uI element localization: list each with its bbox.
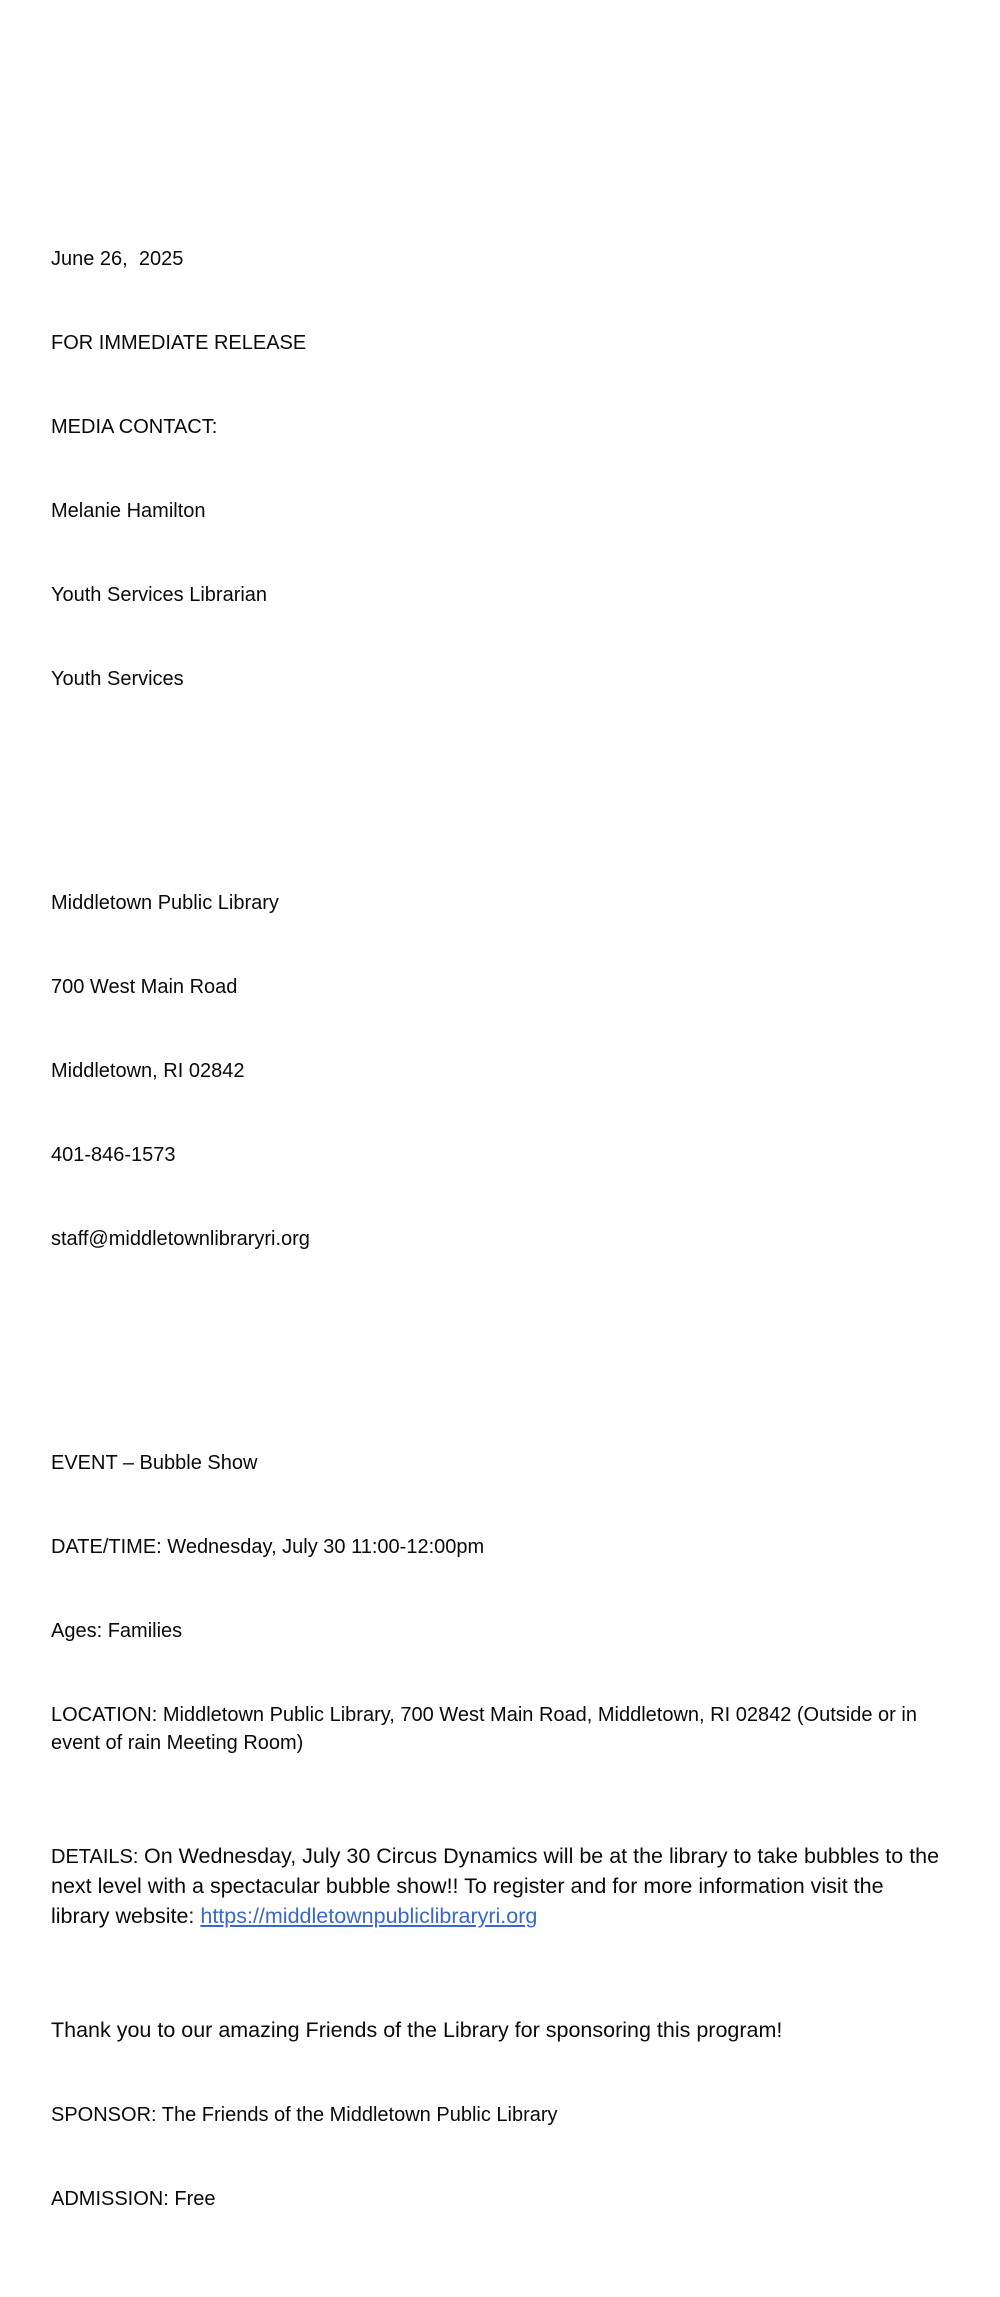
event-thanks-line: Thank you to our amazing Friends of the Library for sponsoring this program! [51, 2018, 783, 2043]
media-contact-label: MEDIA CONTACT: [51, 416, 218, 438]
event-details-text: On Wednesday, July 30 Circus Dynamics will be at the library to take bubbles to the next level with a spectacular bubble show!! To register and for more information visit the library website: [51, 1844, 946, 1929]
event-details-label: DETAILS: [51, 1846, 144, 1868]
event-ages-line: Ages: Families [51, 1620, 183, 1642]
contact-name: Melanie Hamilton [51, 500, 206, 522]
event-details-paragraph [51, 1841, 946, 1931]
contact-title: Youth Services Librarian [51, 584, 268, 606]
organization-phone: 401-846-1573 [51, 1144, 176, 1166]
organization-name: Middletown Public Library [51, 892, 279, 914]
release-date: June 26, 2025 [51, 248, 184, 270]
event-datetime-line: DATE/TIME: Wednesday, July 30 11:00-12:00pm [51, 1536, 485, 1558]
blank-line [51, 777, 941, 805]
event-location-line: LOCATION: Middletown Public Library, 700 West Main Road, Middletown, RI 02842 (Outside or in event of rain Meeting Room) [51, 1704, 923, 1754]
event-admission-line: ADMISSION: Free [51, 2188, 216, 2211]
library-website-link[interactable]: https://middletownpubliclibraryri.org [200, 1904, 538, 1929]
for-immediate-release: FOR IMMEDIATE RELEASE [51, 332, 307, 354]
blank-line [51, 1337, 941, 1365]
organization-email: staff@middletownlibraryri.org [51, 1228, 310, 1250]
event-sponsor-line: SPONSOR: The Friends of the Middletown Public Library [51, 2104, 558, 2127]
organization-address-street: 700 West Main Road [51, 976, 238, 998]
press-release-document [51, 161, 946, 2297]
event-title-line: EVENT – Bubble Show [51, 1452, 258, 1474]
contact-department: Youth Services [51, 668, 184, 690]
organization-address-city: Middletown, RI 02842 [51, 1060, 245, 1082]
